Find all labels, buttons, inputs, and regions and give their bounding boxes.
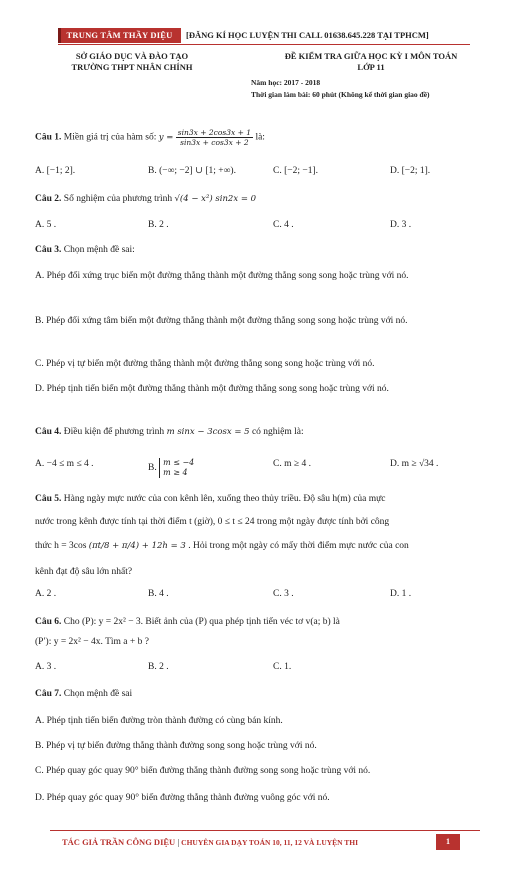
question-7 — [35, 688, 132, 701]
question-6-line-2: (P′): y = 2x² − 4x. Tìm a + b ? — [35, 637, 149, 647]
exam-time: Thời gian làm bài: 60 phút (Không kể thời gian giao đề) — [251, 90, 430, 99]
question-label: Câu 3. — [35, 245, 62, 255]
formula: (πt/8 + π/4) + 12h = 3 — [88, 541, 186, 551]
option-b-label: B. — [148, 463, 157, 474]
statement-b: B. Phép vị tự biến đường thẳng thành đường song song hoặc trùng với nó. — [35, 741, 317, 751]
option-b: B. 2 . — [148, 220, 169, 230]
footer-divider — [50, 830, 480, 831]
option-d: D. 1 . — [390, 589, 412, 599]
school-department: SỞ GIÁO DỤC VÀ ĐÀO TẠO — [75, 51, 189, 61]
statement-c: C. Phép vị tự biến một đường thẳng thành một đường thẳng song song hoặc trùng với nó. — [35, 359, 375, 369]
question-text: Điều kiện để phương trình — [63, 427, 165, 437]
question-5-line-3 — [35, 540, 480, 553]
exam-year: Năm học: 2017 - 2018 — [251, 78, 321, 87]
question-suffix: có nghiệm là: — [251, 427, 304, 437]
question-label: Câu 4. — [35, 427, 62, 437]
question-line: Hàng ngày mực nước của con kênh lên, xuống theo thủy triều. Độ sâu h(m) của mực — [63, 494, 386, 504]
option-c: C. 1. — [273, 662, 292, 672]
function-fraction — [176, 128, 253, 147]
statement-a: A. Phép đối xứng trục biến một đường thẳng thành một đường thẳng song song hoặc trùng với nó. — [35, 271, 409, 281]
option-c: C. 4 . — [273, 220, 294, 230]
statement-c: C. Phép quay góc quay 90° biến đường thẳng thành đường song song hoặc trùng với nó. — [35, 766, 371, 776]
question-label: Câu 2. — [35, 194, 62, 204]
option-b-bracket — [159, 458, 194, 478]
option-c: C. 3 . — [273, 589, 294, 599]
question-label: Câu 1. — [35, 132, 62, 143]
footer-separator: | — [177, 837, 180, 847]
option-a: A. −4 ≤ m ≤ 4 . — [35, 459, 94, 469]
school-name: TRƯỜNG THPT NHÂN CHÍNH — [71, 62, 193, 72]
question-text: Chọn mệnh đề sai: — [63, 245, 135, 255]
fraction-denominator: sin3x + cos3x + 2 — [180, 138, 249, 147]
fraction-numerator: sin3x + 2cos3x + 1 — [177, 128, 252, 137]
equation: m sinx − 3cosx = 5 — [166, 427, 250, 437]
question-label: Câu 5. — [35, 494, 62, 504]
formula-prefix: thức h = 3cos — [35, 541, 87, 551]
statement-d: D. Phép tịnh tiến biến một đường thẳng thành một đường thẳng song song hoặc trùng với nó. — [35, 384, 389, 394]
footer-credit — [62, 836, 358, 849]
option-b-line: m ≥ 4 — [163, 468, 188, 477]
question-5 — [35, 493, 480, 506]
question-4 — [35, 426, 304, 439]
option-b-line: m ≤ −4 — [163, 458, 195, 467]
question-6 — [35, 616, 480, 629]
function-prefix: y = — [158, 132, 174, 143]
option-b: B. (−∞; −2] ∪ [1; +∞). — [148, 166, 236, 176]
exam-grade: LỚP 11 — [357, 62, 385, 72]
question-5-line-2: nước trong kênh được tính tại thời điểm t (giờ), 0 ≤ t ≤ 24 trong một ngày được tính bởi công — [35, 517, 390, 527]
option-a: A. 3 . — [35, 662, 57, 672]
question-text: Số nghiệm của phương trình — [63, 194, 173, 204]
question-label: Câu 7. — [35, 689, 62, 699]
option-b: B. 4 . — [148, 589, 169, 599]
question-2 — [35, 193, 256, 206]
question-3 — [35, 244, 135, 257]
footer-specialty: CHUYÊN GIA DẠY TOÁN 10, 11, 12 VÀ LUYỆN THI — [181, 838, 359, 847]
option-c: C. m ≥ 4 . — [273, 459, 311, 469]
page-number: 1 — [436, 834, 460, 850]
question-text: Miền giá trị của hàm số: — [63, 132, 157, 143]
question-text: Chọn mệnh đề sai — [63, 689, 133, 699]
statement-b: B. Phép đối xứng tâm biến một đường thẳng thành một đường thẳng song song hoặc trùng với nó. — [35, 316, 408, 326]
option-a: A. 5 . — [35, 220, 57, 230]
option-b — [148, 458, 194, 478]
option-c: C. [−2; −1]. — [273, 166, 319, 176]
option-a: A. 2 . — [35, 589, 57, 599]
question-1 — [35, 128, 265, 147]
option-d: D. 3 . — [390, 220, 412, 230]
option-a: A. [−1; 2]. — [35, 166, 76, 176]
question-suffix: là: — [255, 132, 265, 143]
formula-suffix: . Hỏi trong một ngày có mấy thời điểm mực nước của con — [188, 541, 409, 551]
exam-title: ĐỀ KIỂM TRA GIỮA HỌC KỲ I MÔN TOÁN — [284, 51, 458, 61]
option-d: D. [−2; 1]. — [390, 166, 431, 176]
statement-a: A. Phép tịnh tiến biến đường tròn thành đường có cùng bán kính. — [35, 716, 283, 726]
option-d: D. m ≥ √34 . — [390, 459, 439, 469]
statement-d: D. Phép quay góc quay 90° biến đường thẳng thành đường vuông góc với nó. — [35, 793, 330, 803]
center-name-tag: TRUNG TÂM THẦY DIỆU — [58, 28, 181, 43]
option-b: B. 2 . — [148, 662, 169, 672]
footer-author: TÁC GIẢ TRẦN CÔNG DIỆU — [62, 837, 176, 847]
registration-call-text: [ĐĂNG KÍ HỌC LUYỆN THI CALL 01638.645.228 TẠI TPHCM] — [186, 30, 429, 40]
question-5-line-4: kênh đạt độ sâu lớn nhất? — [35, 567, 133, 577]
question-line: Cho (P): y = 2x² − 3. Biết ảnh của (P) qua phép tịnh tiến véc tơ v(a; b) là — [63, 617, 340, 627]
question-label: Câu 6. — [35, 617, 62, 627]
header-divider — [58, 44, 470, 45]
equation: √(4 − x²) sin2x = 0 — [174, 194, 257, 204]
